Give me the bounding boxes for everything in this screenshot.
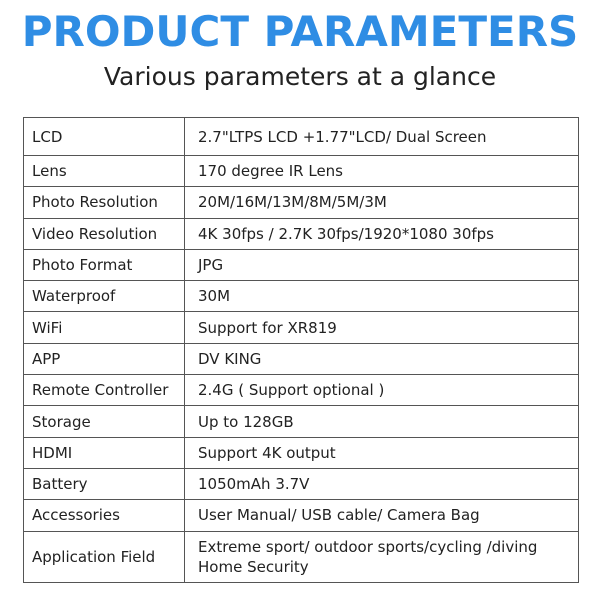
spec-value-application-field-line2: Home Security: [198, 557, 309, 576]
spec-value-app: DV KING: [185, 343, 579, 374]
spec-label-photo-format: Photo Format: [24, 249, 185, 280]
table-row: [24, 437, 579, 468]
table-row: [24, 187, 579, 218]
spec-label-lens: Lens: [24, 156, 185, 187]
spec-label-lcd: LCD: [24, 118, 185, 156]
spec-label-waterproof: Waterproof: [24, 281, 185, 312]
spec-value-photo-resolution: 20M/16M/13M/8M/5M/3M: [185, 187, 579, 218]
parameters-table: [23, 117, 579, 583]
spec-value-accessories: User Manual/ USB cable/ Camera Bag: [185, 500, 579, 531]
spec-value-battery: 1050mAh 3.7V: [185, 468, 579, 499]
table-row: [24, 312, 579, 343]
spec-value-application-field: [185, 531, 579, 582]
spec-value-photo-format: JPG: [185, 249, 579, 280]
spec-label-remote-controller: Remote Controller: [24, 375, 185, 406]
spec-label-video-resolution: Video Resolution: [24, 218, 185, 249]
spec-value-video-resolution: 4K 30fps / 2.7K 30fps/1920*1080 30fps: [185, 218, 579, 249]
spec-value-remote-controller: 2.4G ( Support optional ): [185, 375, 579, 406]
spec-value-wifi: Support for XR819: [185, 312, 579, 343]
spec-label-wifi: WiFi: [24, 312, 185, 343]
table-row: [24, 343, 579, 374]
table-row: [24, 218, 579, 249]
table-row: [24, 281, 579, 312]
spec-label-hdmi: HDMI: [24, 437, 185, 468]
table-row: [24, 118, 579, 156]
table-row: [24, 375, 579, 406]
spec-label-app: APP: [24, 343, 185, 374]
table-row: [24, 468, 579, 499]
table-row: [24, 531, 579, 582]
spec-label-storage: Storage: [24, 406, 185, 437]
spec-label-accessories: Accessories: [24, 500, 185, 531]
page-title: PRODUCT PARAMETERS: [21, 7, 579, 56]
table-row: [24, 156, 579, 187]
spec-value-lcd: 2.7"LTPS LCD +1.77"LCD/ Dual Screen: [185, 118, 579, 156]
spec-value-lens: 170 degree IR Lens: [185, 156, 579, 187]
spec-label-photo-resolution: Photo Resolution: [24, 187, 185, 218]
spec-value-storage: Up to 128GB: [185, 406, 579, 437]
spec-label-application-field: Application Field: [24, 531, 185, 582]
table-row: [24, 500, 579, 531]
spec-value-application-field-line1: Extreme sport/ outdoor sports/cycling /diving: [198, 537, 538, 556]
table-row: [24, 406, 579, 437]
table-row: [24, 249, 579, 280]
page-subtitle: Various parameters at a glance: [103, 62, 497, 91]
spec-value-waterproof: 30M: [185, 281, 579, 312]
spec-label-battery: Battery: [24, 468, 185, 499]
spec-value-hdmi: Support 4K output: [185, 437, 579, 468]
